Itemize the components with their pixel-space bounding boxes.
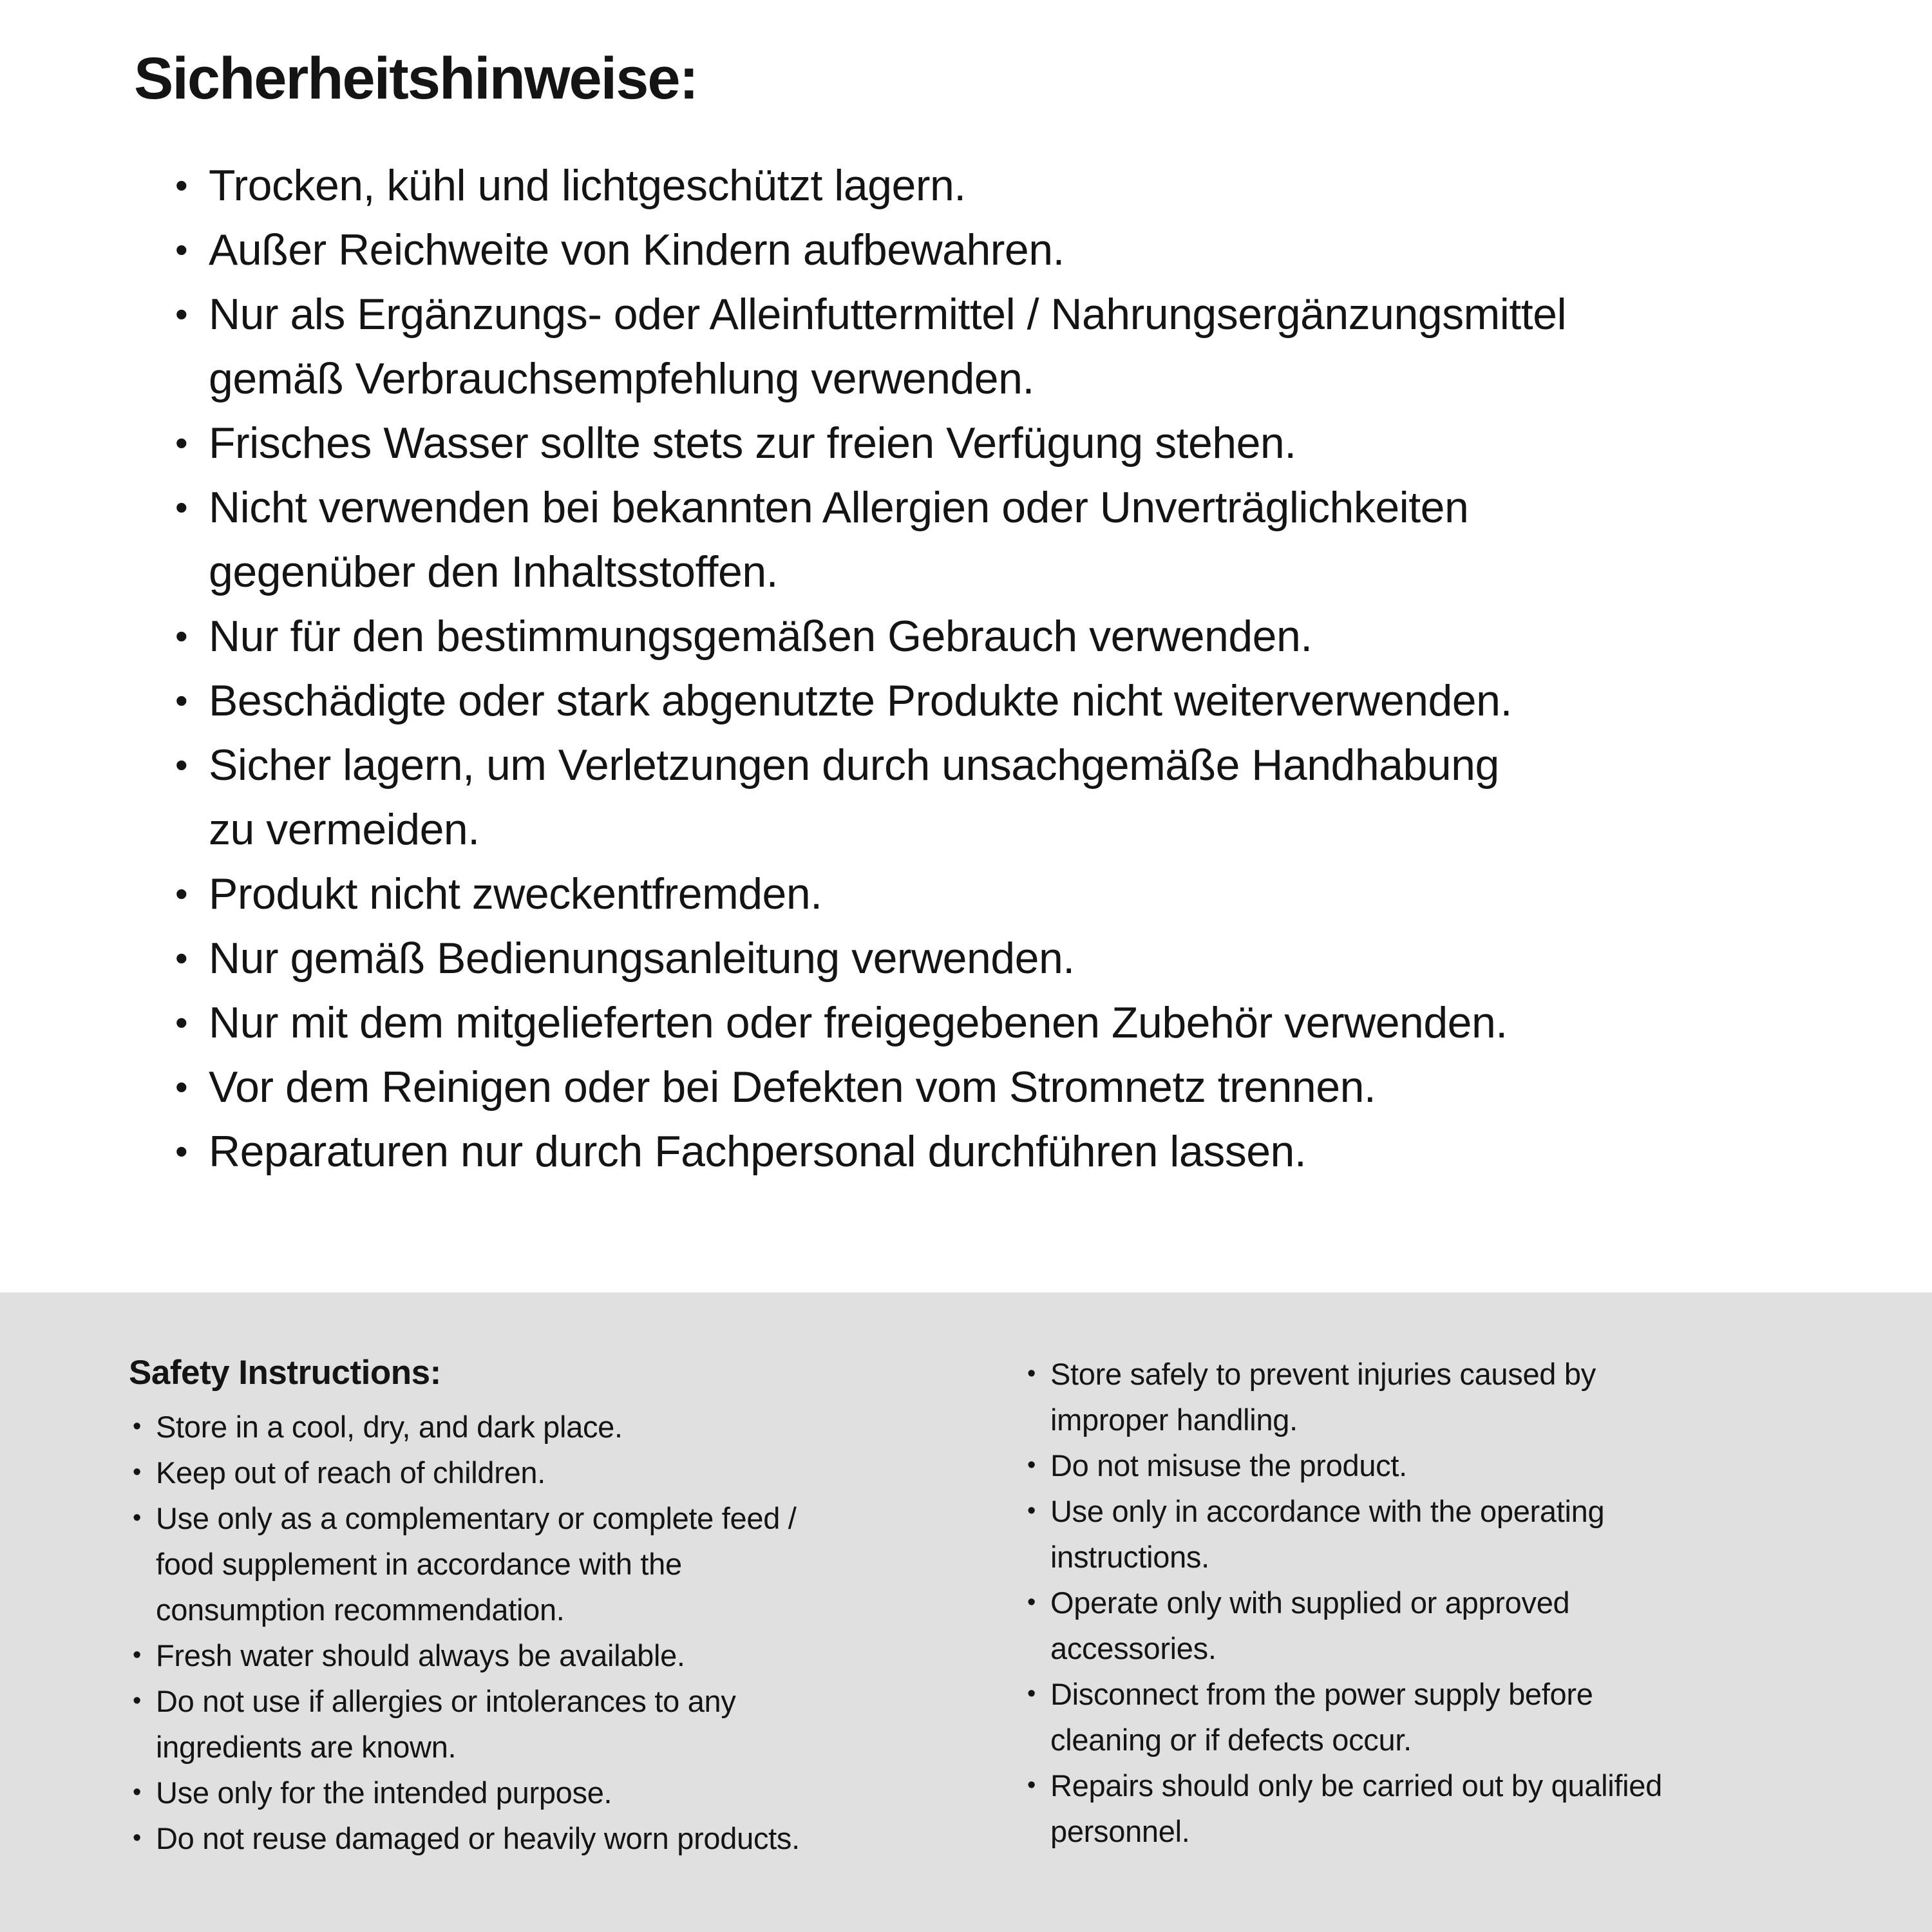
list-item	[175, 282, 1875, 411]
list-item	[175, 475, 1875, 604]
bullet-text-line: • Use only in accordance with the operating	[1050, 1494, 1605, 1528]
bullet-text-line: cleaning or if defects occur.	[1050, 1723, 1412, 1757]
bullet-text-line: accessories.	[1050, 1631, 1217, 1665]
english-left-bullet-list	[129, 1404, 1018, 1861]
bullet-text-line: • Sicher lagern, um Verletzungen durch unsachgemäße Handhabung	[209, 741, 1499, 790]
bullet-text-line: consumption recommendation.	[156, 1593, 565, 1627]
bullet-text-line: improper handling.	[1050, 1403, 1298, 1437]
english-left-column	[129, 1352, 1018, 1861]
list-item	[1023, 1443, 1899, 1488]
bullet-text-line: • Außer Reichweite von Kindern aufbewahren.	[209, 225, 1065, 274]
list-item	[129, 1678, 1018, 1770]
bullet-text-line: • Frisches Wasser sollte stets zur freien Verfügung stehen.	[209, 419, 1296, 468]
list-item	[1023, 1488, 1899, 1580]
list-item	[175, 733, 1875, 862]
list-item	[129, 1815, 1018, 1861]
list-item	[1023, 1351, 1899, 1443]
list-item	[175, 990, 1875, 1055]
bullet-text-line: food supplement in accordance with the	[156, 1547, 682, 1581]
bullet-text-line: • Vor dem Reinigen oder bei Defekten vom Stromnetz trennen.	[209, 1063, 1376, 1112]
list-item	[175, 411, 1875, 475]
bullet-text-line: • Do not use if allergies or intolerances to any	[156, 1684, 736, 1718]
bullet-text-line: • Repairs should only be carried out by qualified	[1050, 1768, 1662, 1803]
bullet-text-line: • Nur mit dem mitgelieferten oder freigegebenen Zubehör verwenden.	[209, 998, 1508, 1047]
bullet-text-line: • Nur gemäß Bedienungsanleitung verwenden.	[209, 934, 1075, 983]
bullet-text-line: • Beschädigte oder stark abgenutzte Produkte nicht weiterverwenden.	[209, 676, 1512, 725]
bullet-text-line: • Nicht verwenden bei bekannten Allergien oder Unverträglichkeiten	[209, 483, 1469, 532]
bullet-text-line: • Fresh water should always be available.	[156, 1638, 685, 1672]
list-item	[129, 1495, 1018, 1633]
english-right-column	[1023, 1351, 1899, 1854]
english-right-bullet-list	[1023, 1351, 1899, 1854]
list-item	[1023, 1763, 1899, 1854]
list-item	[175, 1055, 1875, 1119]
bullet-text-line: personnel.	[1050, 1814, 1190, 1848]
list-item	[1023, 1580, 1899, 1671]
list-item	[175, 1119, 1875, 1184]
bullet-text-line: gegenüber den Inhaltsstoffen.	[209, 547, 779, 596]
bullet-text-line: • Do not misuse the product.	[1050, 1448, 1407, 1482]
list-item	[175, 668, 1875, 733]
bullet-text-line: • Disconnect from the power supply before	[1050, 1677, 1593, 1711]
list-item	[175, 604, 1875, 668]
bullet-text-line: • Do not reuse damaged or heavily worn products.	[156, 1821, 800, 1855]
bullet-text-line: • Trocken, kühl und lichtgeschützt lagern.	[209, 161, 966, 210]
list-item	[129, 1404, 1018, 1450]
list-item	[1023, 1671, 1899, 1763]
german-title: Sicherheitshinweise:	[134, 46, 698, 111]
bullet-text-line: • Use only as a complementary or complete feed /	[156, 1501, 797, 1535]
bullet-text-line: • Store in a cool, dry, and dark place.	[156, 1410, 623, 1444]
list-item	[129, 1633, 1018, 1678]
list-item	[129, 1770, 1018, 1815]
list-item	[175, 218, 1875, 282]
german-bullet-list	[175, 153, 1875, 1184]
bullet-text-line: • Operate only with supplied or approved	[1050, 1586, 1570, 1620]
bullet-text-line: • Keep out of reach of children.	[156, 1455, 546, 1490]
bullet-text-line: zu vermeiden.	[209, 805, 480, 854]
bullet-text-line: • Nur als Ergänzungs- oder Alleinfuttermittel / Nahrungsergänzungsmittel	[209, 290, 1567, 339]
english-heading: Safety Instructions:	[129, 1354, 441, 1392]
list-item	[129, 1450, 1018, 1495]
bullet-text-line: gemäß Verbrauchsempfehlung verwenden.	[209, 354, 1034, 403]
bullet-text-line: • Store safely to prevent injuries caused by	[1050, 1357, 1596, 1391]
bullet-text-line: • Use only for the intended purpose.	[156, 1776, 612, 1810]
list-item	[175, 862, 1875, 926]
bullet-text-line: instructions.	[1050, 1540, 1209, 1574]
bullet-text-line: ingredients are known.	[156, 1730, 457, 1764]
bullet-text-line: • Produkt nicht zweckentfremden.	[209, 869, 822, 918]
bullet-text-line: • Nur für den bestimmungsgemäßen Gebrauch verwenden.	[209, 612, 1312, 661]
bullet-text-line: • Reparaturen nur durch Fachpersonal durchführen lassen.	[209, 1127, 1307, 1176]
list-item	[175, 153, 1875, 218]
list-item	[175, 926, 1875, 990]
